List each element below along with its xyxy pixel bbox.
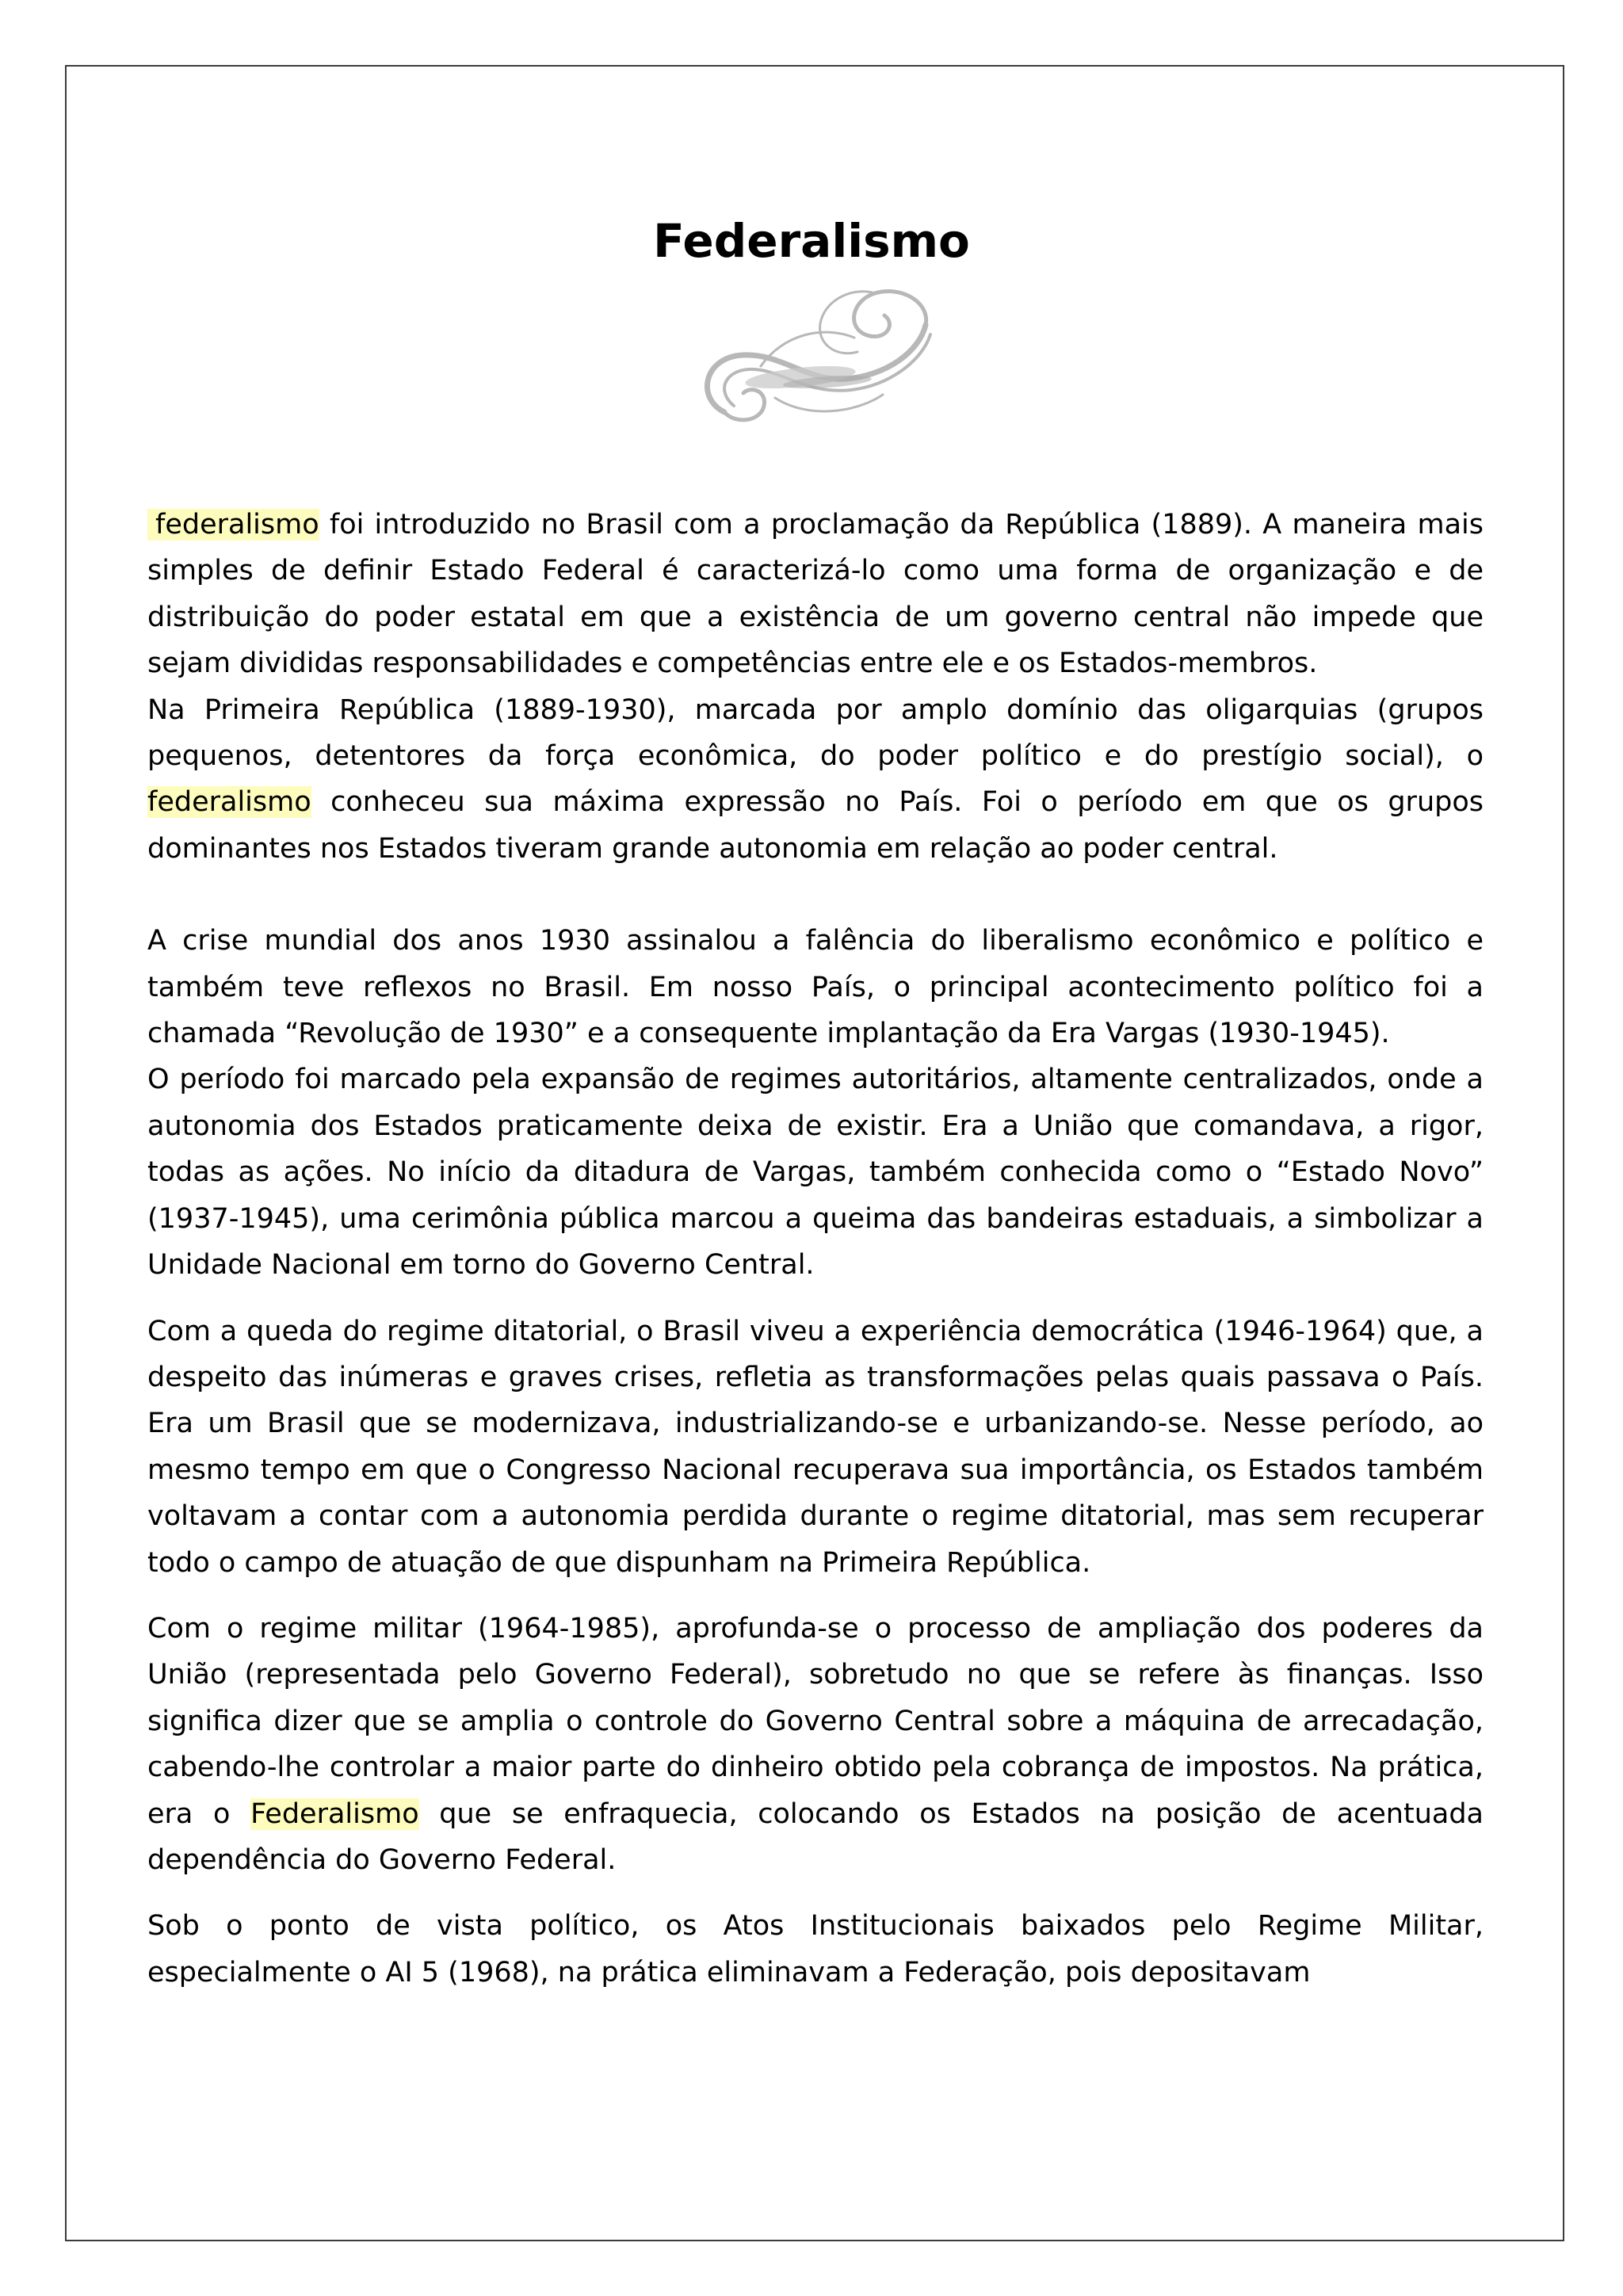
paragraph-7: Sob o ponto de vista político, os Atos Institucionais baixados pelo Regime Militar, especialmente o AI 5 (1968), na prática eliminavam a Federação, pois depositavam [147, 1910, 1484, 1988]
paragraph-text: conheceu sua máxima expressão no País. Foi o período em que os grupos dominantes nos Estados tiveram grande autonomia em relação ao poder central. [147, 786, 1484, 865]
paragraph-4: O período foi marcado pela expansão de regimes autoritários, altamente centralizados, onde a autonomia dos Estados praticamente deixa de existir. Era a União que comandava, a rigor, todas as ações. No início da ditadura de Vargas, também conhecida como o “Estado Novo” (1937-1945), uma cerimônia pública marcou a queima das bandeiras estaduais, a simbolizar a Unidade Nacional em torno do Governo Central. [147, 1064, 1484, 1282]
paragraph-text: que se enfraquecia, colocando os Estados na posição de acentuada dependência do Governo Federal. [147, 1797, 1484, 1876]
highlighted-term: federalismo [147, 786, 311, 819]
paragraph-text: foi introduzido no Brasil com a proclamação da República (1889). A maneira mais simples de definir Estado Federal é caracterizá-lo como uma forma de organização e de distribuição do poder estatal em que a existência de um governo central não impede que sejam divididas responsabilidades e competências entre ele e os Estados-membros. [147, 509, 1484, 680]
highlighted-term: federalismo [147, 509, 319, 541]
paragraph-6 [147, 1606, 1484, 1883]
page-title: Federalismo [653, 214, 970, 268]
highlighted-term: Federalismo [250, 1797, 419, 1830]
paragraph-1 [147, 502, 1484, 687]
document-body [147, 502, 1484, 1996]
paragraph-text: Com o regime militar (1964-1985), aprofunda-se o processo de ampliação dos poderes da União (representada pelo Governo Federal), sobretudo no que se refere às finanças. Isso significa dizer que se amplia o controle do Governo Central sobre a máquina de arrecadação, cabendo-lhe controlar a maior parte do dinheiro obtido pela cobrança de impostos. Na prática, era o [147, 1612, 1484, 1830]
paragraph-3: A crise mundial dos anos 1930 assinalou a falência do liberalismo econômico e político e também teve reflexos no Brasil. Em nosso País, o principal acontecimento político foi a chamada “Revolução de 1930” e a consequente implantação da Era Vargas (1930-1945). [147, 925, 1484, 1050]
paragraph-text: Na Primeira República (1889-1930), marcada por amplo domínio das oligarquias (grupos pequenos, detentores da força econômica, do poder político e do prestígio social), o [147, 693, 1484, 773]
flourish-ornament-icon [688, 279, 938, 434]
paragraph-5: Com a queda do regime ditatorial, o Brasil viveu a experiência democrática (1946-1964) que, a despeito das inúmeras e graves crises, refletia as transformações pelas quais passava o País. Era um Brasil que se modernizava, industrializando-se e urbanizando-se. Nesse período, ao mesmo tempo em que o Congresso Nacional recuperava sua importância, os Estados também voltavam a contar com a autonomia perdida durante o regime ditatorial, mas sem recuperar todo o campo de atuação de que dispunham na Primeira República. [147, 1315, 1484, 1579]
paragraph-2 [147, 687, 1484, 873]
